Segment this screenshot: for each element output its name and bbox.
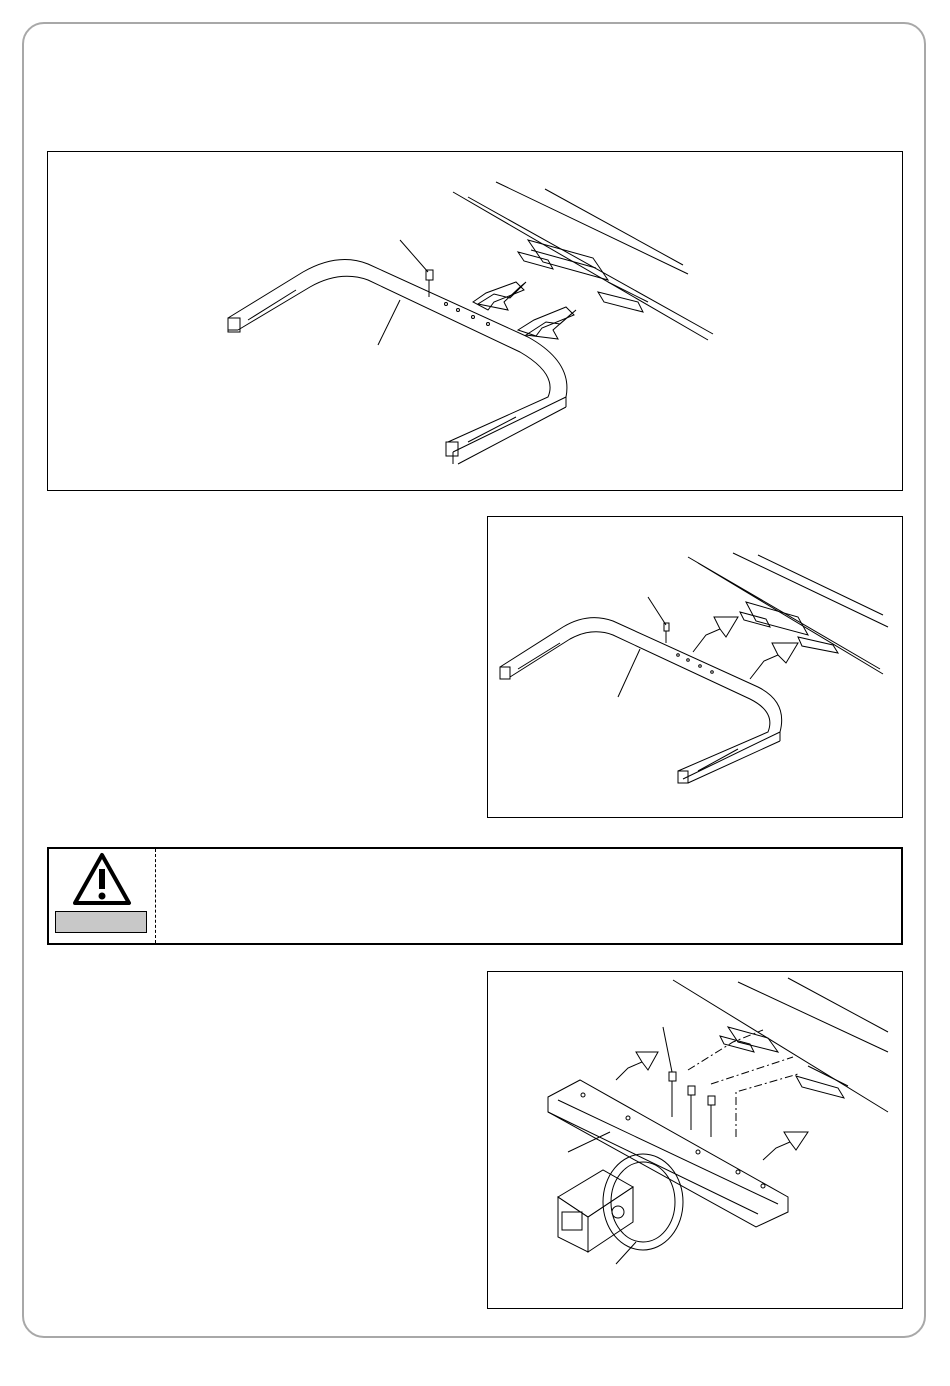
install-frame-illustration [487,516,903,818]
install-frame-drawing [488,517,904,819]
caution-label [55,911,147,933]
caution-icon-panel [49,849,156,943]
warning-triangle-icon [49,849,155,911]
caution-notice [47,847,903,945]
remove-frame-illustration [47,151,903,491]
install-hook-base-illustration [487,971,903,1309]
install-hook-base-drawing [488,972,904,1310]
remove-frame-drawing [48,152,904,492]
